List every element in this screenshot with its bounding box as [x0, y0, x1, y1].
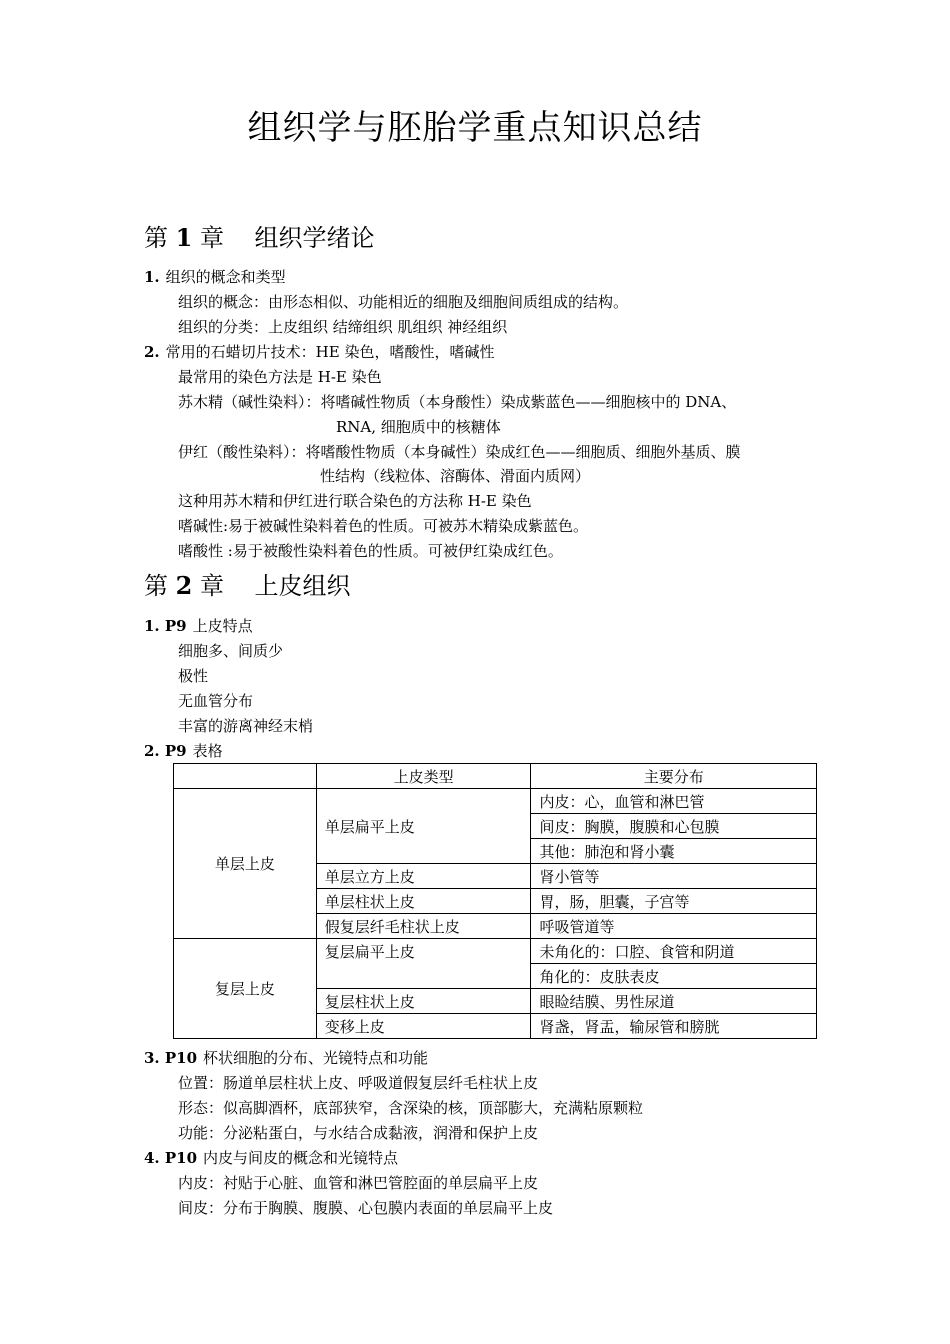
table-type-cell: 变移上皮 [316, 1014, 531, 1039]
table-header-row [174, 764, 817, 789]
text-line: 最常用的染色方法是 H-E 染色 [178, 368, 382, 386]
table-header-cell: 上皮类型 [316, 764, 531, 789]
table-row [174, 789, 817, 814]
text-line: 组织的概念：由形态相似、功能相近的细胞及细胞间质组成的结构。 [178, 293, 629, 311]
section-number: 3. P10 [144, 1049, 198, 1067]
section-number: 1. [144, 268, 160, 286]
text-line: 极性 [178, 667, 209, 685]
text-line: 组织的分类：上皮组织 结缔组织 肌组织 神经组织 [178, 318, 508, 336]
table-dist-cell: 间皮：胸膜，腹膜和心包膜 [531, 814, 817, 839]
text-line: 性结构（线粒体、溶酶体、滑面内质网） [320, 467, 591, 485]
chapter-2-heading [144, 566, 351, 601]
section-number: 2. P9 [144, 742, 187, 760]
text-line: RNA, 细胞质中的核糖体 [336, 418, 501, 436]
chapter-prefix: 第 [144, 224, 168, 252]
table-dist-cell: 角化的：皮肤表皮 [531, 964, 817, 989]
text-line: 形态：似高脚酒杯，底部狭窄，含深染的核，顶部膨大，充满粘原颗粒 [178, 1099, 644, 1117]
section-title: 内皮与间皮的概念和光镜特点 [203, 1149, 399, 1167]
section-heading [144, 615, 253, 637]
text-line: 嗜酸性 :易于被酸性染料着色的性质。可被伊红染成红色。 [178, 542, 563, 560]
section-number: 1. P9 [144, 617, 187, 635]
table-dist-cell: 未角化的：口腔、食管和阴道 [531, 939, 817, 964]
table-type-cell: 复层扁平上皮 [316, 939, 531, 989]
table-row [174, 939, 817, 964]
table-type-cell: 假复层纤毛柱状上皮 [316, 914, 531, 939]
chapter-suffix: 章 [199, 224, 224, 252]
table-dist-cell: 眼睑结膜、男性尿道 [531, 989, 817, 1014]
table-dist-cell: 呼吸管道等 [531, 914, 817, 939]
section-number: 4. P10 [144, 1149, 198, 1167]
text-line: 伊红（酸性染料）：将嗜酸性物质（本身碱性）染成红色——细胞质、细胞外基质、膜 [178, 443, 741, 461]
table-header-cell: 主要分布 [531, 764, 817, 789]
text-line: 嗜碱性:易于被碱性染料着色的性质。可被苏木精染成紫蓝色。 [178, 517, 589, 535]
chapter-1-heading [144, 218, 375, 253]
text-line: 苏木精（碱性染料）：将嗜碱性物质（本身酸性）染成紫蓝色——细胞核中的 DNA、 [178, 393, 737, 411]
section-title: 杯状细胞的分布、光镜特点和功能 [203, 1049, 429, 1067]
text-line: 功能：分泌粘蛋白，与水结合成黏液，润滑和保护上皮 [178, 1124, 539, 1142]
section-number: 2. [144, 343, 160, 361]
chapter-number: 1 [175, 223, 193, 252]
table-dist-cell: 内皮：心，血管和淋巴管 [531, 789, 817, 814]
table-dist-cell: 肾盏，肾盂，输尿管和膀胱 [531, 1014, 817, 1039]
chapter-number: 2 [175, 571, 193, 600]
section-heading [144, 740, 223, 762]
chapter-suffix: 章 [199, 572, 224, 600]
text-line: 内皮：衬贴于心脏、血管和淋巴管腔面的单层扁平上皮 [178, 1174, 539, 1192]
table-type-cell: 复层柱状上皮 [316, 989, 531, 1014]
chapter-name: 上皮组织 [254, 572, 351, 600]
text-line: 间皮：分布于胸膜、腹膜、心包膜内表面的单层扁平上皮 [178, 1199, 554, 1217]
table-type-cell: 单层柱状上皮 [316, 889, 531, 914]
text-line: 丰富的游离神经末梢 [178, 717, 314, 735]
table-dist-cell: 其他：肺泡和肾小囊 [531, 839, 817, 864]
table-type-cell: 单层扁平上皮 [316, 789, 531, 864]
table-header-cell [174, 764, 317, 789]
table-dist-cell: 肾小管等 [531, 864, 817, 889]
chapter-name: 组织学绪论 [254, 224, 375, 252]
text-line: 这种用苏木精和伊红进行联合染色的方法称 H-E 染色 [178, 492, 532, 510]
section-heading [144, 1047, 428, 1069]
table-group-cell: 单层上皮 [174, 789, 317, 939]
section-title: 组织的概念和类型 [165, 268, 286, 286]
section-heading [144, 341, 494, 363]
text-line: 细胞多、间质少 [178, 642, 284, 660]
section-title: 上皮特点 [192, 617, 253, 635]
table-dist-cell: 胃，肠，胆囊，子宫等 [531, 889, 817, 914]
section-title: 表格 [192, 742, 223, 760]
chapter-prefix: 第 [144, 572, 168, 600]
text-line: 位置：肠道单层柱状上皮、呼吸道假复层纤毛柱状上皮 [178, 1074, 539, 1092]
table-group-cell: 复层上皮 [174, 939, 317, 1039]
section-title: 常用的石蜡切片技术：HE 染色，嗜酸性，嗜碱性 [165, 343, 495, 361]
section-heading [144, 266, 286, 288]
table-type-cell: 单层立方上皮 [316, 864, 531, 889]
text-line: 无血管分布 [178, 692, 254, 710]
section-heading [144, 1147, 398, 1169]
document-title: 组织学与胚胎学重点知识总结 [247, 108, 703, 148]
epithelium-table [173, 763, 817, 1039]
